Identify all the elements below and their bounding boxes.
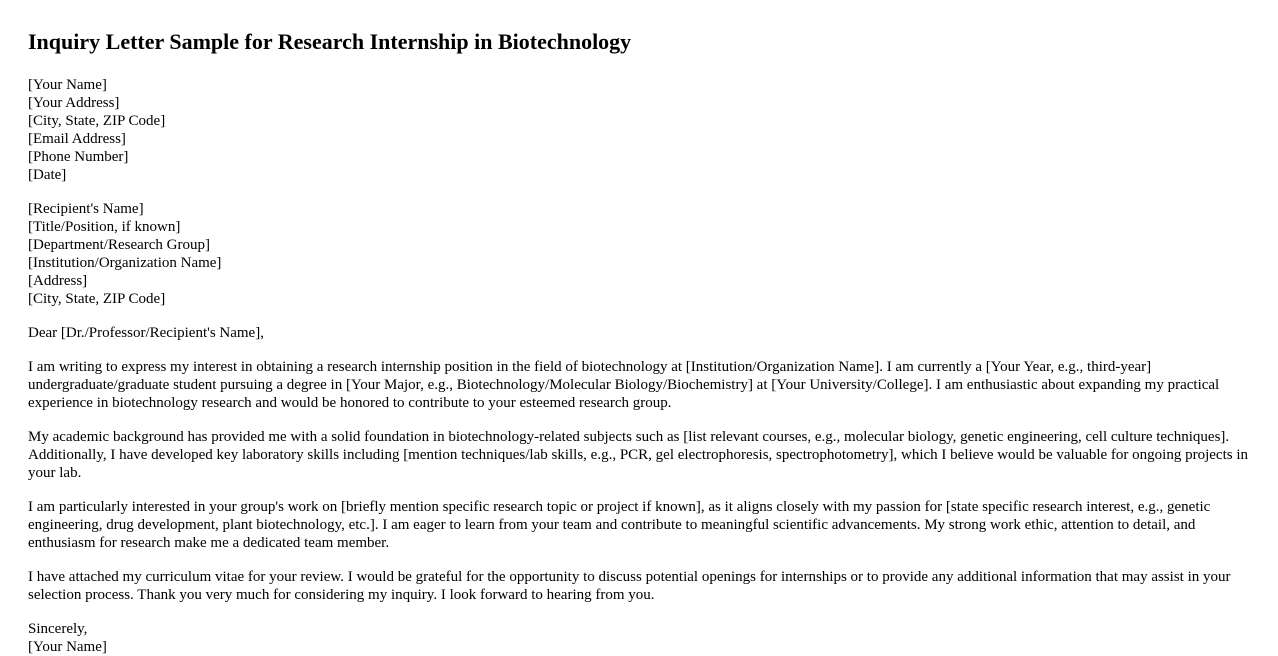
sender-phone: [Phone Number] (28, 149, 129, 165)
recipient-city: [City, State, ZIP Code] (28, 291, 166, 307)
recipient-address: [Address] (28, 273, 88, 289)
valediction: Sincerely, (28, 621, 88, 637)
salutation: Dear [Dr./Professor/Recipient's Name], (28, 325, 264, 341)
sender-email: [Email Address] (28, 131, 126, 147)
signature-name: [Your Name] (28, 639, 107, 655)
sender-name: [Your Name] (28, 77, 107, 93)
recipient-address-block (28, 200, 1250, 308)
page-title: Inquiry Letter Sample for Research Internship in Biotechnology (28, 29, 632, 54)
body-paragraph-background: My academic background has provided me with a solid foundation in biotechnology-related subjects such as [list relevant courses, e.g., molecular biology, genetic engineering, cell culture techniques]. Additionally, I have developed key laboratory skills including [mention techniques/lab skills, e.g., PCR, gel electrophoresis, spectrophotometry], which I believe would be valuable for ongoing projects in your lab. (28, 429, 1248, 481)
body-paragraph-interest: I am particularly interested in your group's work on [briefly mention specific research topic or project if known], as it aligns closely with my passion for [state specific research interest, e.g., genetic engineering, drug development, plant biotechnology, etc.]. I am eager to learn from your team and contribute to meaningful scientific advancements. My strong work ethic, attention to detail, and enthusiasm for research make me a dedicated team member. (28, 499, 1211, 551)
body-paragraph-closing: I have attached my curriculum vitae for your review. I would be grateful for the opportunity to discuss potential openings for internships or to provide any additional information that may assist in your selection process. Thank you very much for considering my inquiry. I look forward to hearing from you. (28, 569, 1231, 603)
body-paragraph-intro: I am writing to express my interest in obtaining a research internship position in the field of biotechnology at [Institution/Organization Name]. I am currently a [Your Year, e.g., third-year] undergraduate/graduate student pursuing a degree in [Your Major, e.g., Biotechnology/Molecular Biology/Biochemistry] at [Your University/College]. I am enthusiastic about expanding my practical experience in biotechnology research and would be honored to contribute to your esteemed research group. (28, 359, 1220, 411)
recipient-department: [Department/Research Group] (28, 237, 211, 253)
letter-date: [Date] (28, 167, 67, 183)
sender-address: [Your Address] (28, 95, 120, 111)
closing-block (28, 620, 1250, 656)
sender-address-block (28, 76, 1250, 184)
recipient-name: [Recipient's Name] (28, 201, 144, 217)
sender-city: [City, State, ZIP Code] (28, 113, 166, 129)
recipient-title: [Title/Position, if known] (28, 219, 181, 235)
recipient-institution: [Institution/Organization Name] (28, 255, 222, 271)
